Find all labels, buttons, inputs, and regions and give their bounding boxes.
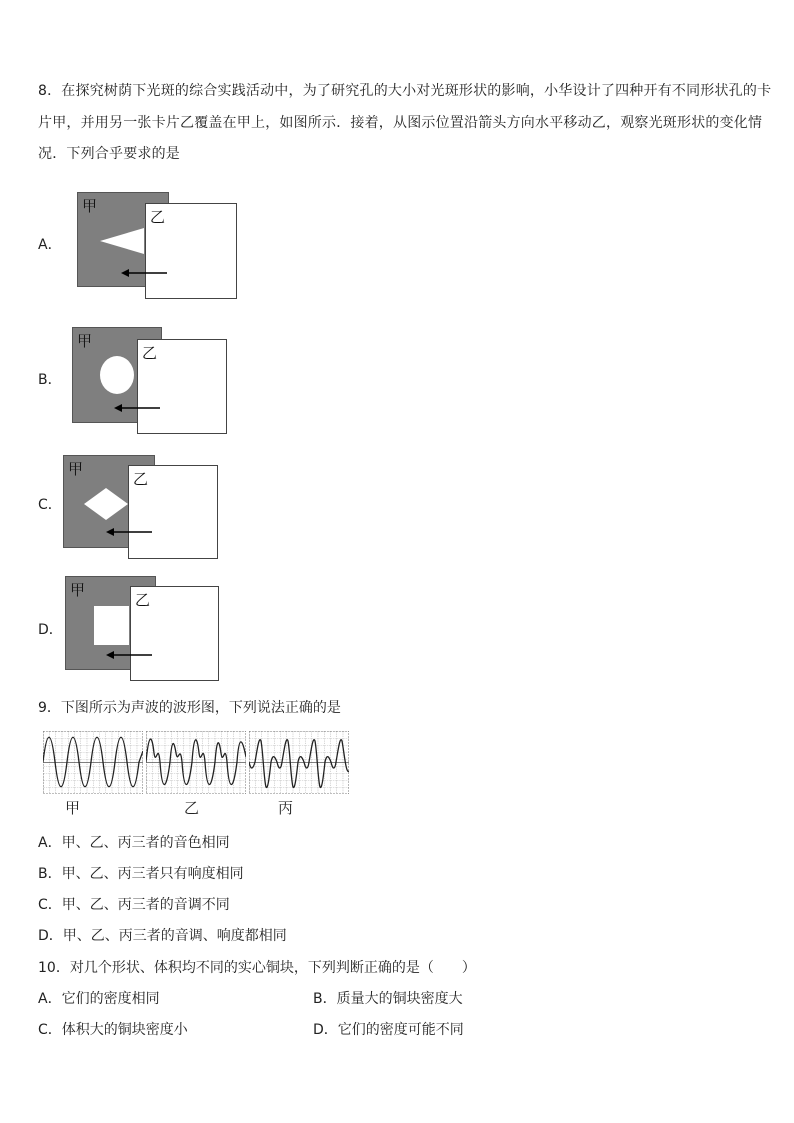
- q8-option-a-figure: [77, 192, 237, 300]
- card-yi: [128, 465, 218, 559]
- q8-option-b-figure: [72, 327, 228, 435]
- wave-label-jia: 甲: [65, 799, 81, 817]
- q8-option-d-figure: [65, 576, 221, 682]
- waveform-bing: [249, 731, 349, 794]
- card-yi-label: 乙: [142, 344, 158, 362]
- waveform-jia: [43, 731, 143, 794]
- card-yi-label: 乙: [135, 591, 151, 609]
- q8-option-d-label[interactable]: D．: [38, 622, 63, 638]
- q9-option-c[interactable]: C．甲、乙、丙三者的音调不同: [38, 897, 230, 913]
- triangle-hole-icon: [98, 226, 146, 256]
- q10-option-c[interactable]: C．体积大的铜块密度小: [38, 1022, 188, 1038]
- card-yi: [130, 586, 219, 681]
- q8-option-c-label[interactable]: C．: [38, 497, 62, 513]
- q8-stem-line1: 8．在探究树荫下光斑的综合实践活动中，为了研究孔的大小对光斑形状的影响，小华设计了四种开有不同形状孔的卡: [38, 83, 772, 99]
- q8-option-a-label[interactable]: A．: [38, 237, 62, 253]
- card-jia-label: 甲: [77, 332, 93, 350]
- arrow-left-icon: [114, 403, 162, 413]
- arrow-left-icon: [106, 650, 154, 660]
- square-hole-icon: [93, 605, 131, 647]
- card-jia-label: 甲: [82, 197, 98, 215]
- q10-stem: 10．对几个形状、体积均不同的实心铜块，下列判断正确的是（ ）: [38, 960, 476, 976]
- wave-label-yi: 乙: [184, 799, 200, 817]
- q9-option-b[interactable]: B．甲、乙、丙三者只有响度相同: [38, 866, 244, 882]
- arrow-left-icon: [121, 268, 169, 278]
- card-jia-label: 甲: [70, 581, 86, 599]
- q9-option-a[interactable]: A．甲、乙、丙三者的音色相同: [38, 835, 230, 851]
- circle-hole-icon: [99, 355, 137, 395]
- waveform-yi: [146, 731, 246, 794]
- q10-option-a[interactable]: A．它们的密度相同: [38, 991, 160, 1007]
- card-yi-label: 乙: [150, 208, 166, 226]
- card-yi: [137, 339, 227, 434]
- q10-option-b[interactable]: B．质量大的铜块密度大: [313, 991, 463, 1007]
- wave-label-bing: 丙: [278, 799, 294, 817]
- card-jia-label: 甲: [68, 460, 84, 478]
- diamond-hole-icon: [83, 487, 129, 521]
- card-yi: [145, 203, 237, 299]
- q9-option-d[interactable]: D．甲、乙、丙三者的音调、响度都相同: [38, 928, 287, 944]
- q8-option-c-figure: [63, 455, 219, 559]
- q10-option-d[interactable]: D．它们的密度可能不同: [313, 1022, 464, 1038]
- q8-stem-line2: 片甲，并用另一张卡片乙覆盖在甲上，如图所示．接着，从图示位置沿箭头方向水平移动乙，观察光斑形状的变化情: [38, 115, 763, 131]
- q8-option-b-label[interactable]: B．: [38, 372, 62, 388]
- card-yi-label: 乙: [133, 470, 149, 488]
- arrow-left-icon: [106, 527, 154, 537]
- q8-stem-line3: 况．下列合乎要求的是: [38, 146, 180, 162]
- q9-stem: 9．下图所示为声波的波形图，下列说法正确的是: [38, 700, 341, 716]
